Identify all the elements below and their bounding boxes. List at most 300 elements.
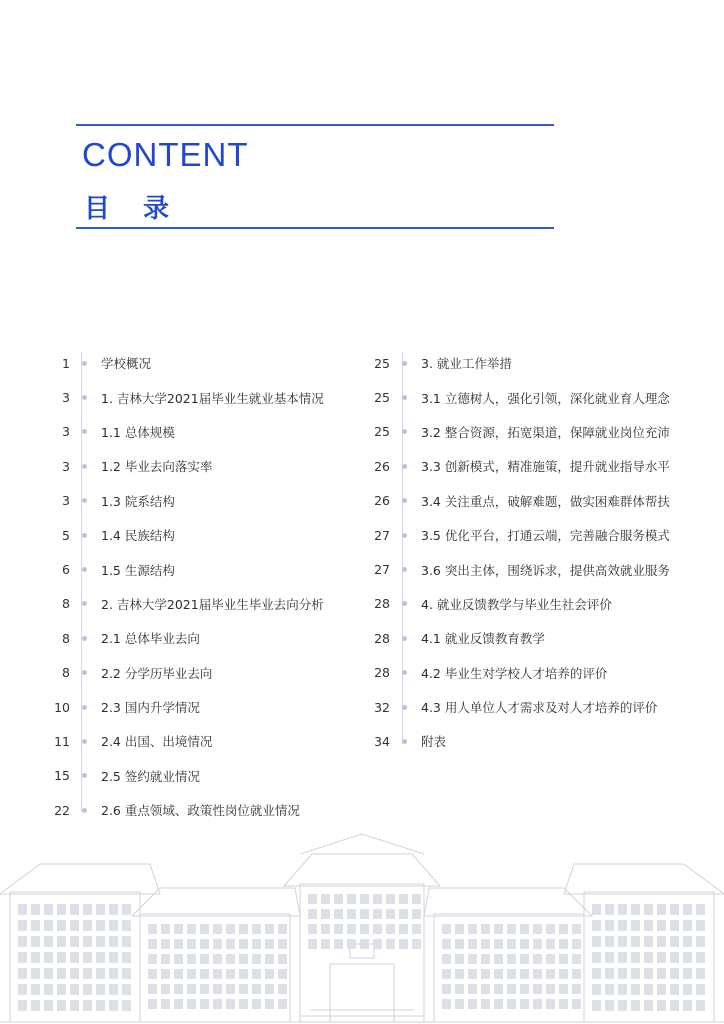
toc-page-number: 6 <box>62 562 70 578</box>
window-shape <box>252 984 261 994</box>
window-shape <box>481 924 490 934</box>
toc-entry[interactable] <box>360 484 670 518</box>
window-shape <box>122 920 131 931</box>
toc-entry[interactable] <box>360 724 670 758</box>
window-shape <box>696 1000 705 1011</box>
window-shape <box>399 924 408 934</box>
window-shape <box>18 936 27 947</box>
window-shape <box>657 968 666 979</box>
window-shape <box>572 969 581 979</box>
window-shape <box>670 984 679 995</box>
toc-entry[interactable] <box>360 449 670 483</box>
window-shape <box>96 968 105 979</box>
window-shape <box>44 904 53 915</box>
window-shape <box>44 952 53 963</box>
window-shape <box>83 904 92 915</box>
window-shape <box>334 894 343 904</box>
window-shape <box>572 939 581 949</box>
window-shape <box>226 924 235 934</box>
toc-page-number: 5 <box>62 527 70 543</box>
window-shape <box>572 924 581 934</box>
toc-bullet-icon <box>82 498 87 503</box>
window-shape <box>308 924 317 934</box>
window-shape <box>533 924 542 934</box>
window-shape <box>161 924 170 934</box>
window-shape <box>44 936 53 947</box>
window-shape <box>631 968 640 979</box>
window-shape <box>481 984 490 994</box>
window-shape <box>399 894 408 904</box>
window-shape <box>696 936 705 947</box>
toc-entry-label: 3.3 创新模式，精准施策，提升就业指导水平 <box>421 459 670 475</box>
toc-entry[interactable] <box>40 449 324 483</box>
window-shape <box>83 968 92 979</box>
window-shape <box>455 969 464 979</box>
window-shape <box>57 920 66 931</box>
window-shape <box>239 954 248 964</box>
toc-entry-label: 3.4 关注重点，破解难题，做实困难群体帮扶 <box>421 493 670 509</box>
window-shape <box>161 984 170 994</box>
toc-entry[interactable] <box>40 587 324 621</box>
window-shape <box>96 984 105 995</box>
window-shape <box>83 920 92 931</box>
header-rule-top <box>76 124 554 126</box>
toc-bullet-icon <box>82 361 87 366</box>
window-shape <box>109 968 118 979</box>
window-shape <box>83 1000 92 1011</box>
toc-entry-label: 3.6 突出主体，围绕诉求，提供高效就业服务 <box>421 562 670 578</box>
window-shape <box>213 999 222 1009</box>
toc-entry[interactable] <box>40 415 324 449</box>
window-shape <box>670 920 679 931</box>
toc-entry-label: 2.5 签约就业情况 <box>101 768 200 784</box>
window-shape <box>226 969 235 979</box>
window-shape <box>148 954 157 964</box>
window-shape <box>57 936 66 947</box>
window-shape <box>644 968 653 979</box>
window-shape <box>187 969 196 979</box>
toc-entry-label: 1.2 毕业去向落实率 <box>101 459 213 475</box>
window-shape <box>468 954 477 964</box>
window-shape <box>31 936 40 947</box>
window-shape <box>187 984 196 994</box>
toc-page-number: 3 <box>62 493 70 509</box>
window-shape <box>520 954 529 964</box>
window-shape <box>174 954 183 964</box>
window-shape <box>265 999 274 1009</box>
toc-entry[interactable] <box>360 518 670 552</box>
toc-bullet-icon <box>82 567 87 572</box>
window-shape <box>442 999 451 1009</box>
window-shape <box>31 984 40 995</box>
window-shape <box>122 968 131 979</box>
window-shape <box>31 968 40 979</box>
window-shape <box>96 952 105 963</box>
toc-entry[interactable] <box>40 656 324 690</box>
window-shape <box>18 984 27 995</box>
window-shape <box>96 936 105 947</box>
toc-bullet-icon <box>402 498 407 503</box>
toc-entry[interactable] <box>360 380 670 414</box>
window-shape <box>481 969 490 979</box>
window-shape <box>605 904 614 915</box>
toc-page-number: 3 <box>62 424 70 440</box>
toc-page-number: 22 <box>54 802 70 818</box>
window-shape <box>605 968 614 979</box>
window-shape <box>278 954 287 964</box>
window-shape <box>592 968 601 979</box>
window-shape <box>96 920 105 931</box>
window-shape <box>468 999 477 1009</box>
window-shape <box>657 904 666 915</box>
window-shape <box>70 952 79 963</box>
window-shape <box>481 939 490 949</box>
window-shape <box>109 952 118 963</box>
toc-page-number: 25 <box>374 424 390 440</box>
window-shape <box>455 924 464 934</box>
window-shape <box>213 939 222 949</box>
toc-entry[interactable] <box>40 484 324 518</box>
toc-entry[interactable] <box>40 793 324 827</box>
toc-bullet-icon <box>82 601 87 606</box>
toc-entry[interactable] <box>40 380 324 414</box>
window-shape <box>631 1000 640 1011</box>
toc-entry[interactable] <box>360 621 670 655</box>
window-shape <box>494 939 503 949</box>
window-shape <box>200 984 209 994</box>
toc-entry-label: 1.5 生源结构 <box>101 562 175 578</box>
window-shape <box>481 999 490 1009</box>
toc-entry[interactable] <box>360 656 670 690</box>
window-shape <box>442 924 451 934</box>
window-shape <box>239 999 248 1009</box>
window-shape <box>321 909 330 919</box>
window-shape <box>412 939 421 949</box>
toc-entry-label: 2.1 总体毕业去向 <box>101 631 200 647</box>
window-shape <box>572 984 581 994</box>
window-shape <box>226 999 235 1009</box>
toc-page-number: 25 <box>374 355 390 371</box>
toc-entry[interactable] <box>40 759 324 793</box>
window-shape <box>657 952 666 963</box>
window-shape <box>592 952 601 963</box>
window-shape <box>161 939 170 949</box>
window-shape <box>683 936 692 947</box>
window-shape <box>546 969 555 979</box>
window-shape <box>122 936 131 947</box>
toc-entry[interactable] <box>360 415 670 449</box>
window-shape <box>592 904 601 915</box>
toc-bullet-icon <box>402 429 407 434</box>
window-shape <box>278 969 287 979</box>
window-shape <box>70 936 79 947</box>
window-shape <box>57 1000 66 1011</box>
window-shape <box>494 954 503 964</box>
window-shape <box>670 968 679 979</box>
toc-entry-label: 2. 吉林大学2021届毕业生毕业去向分析 <box>101 596 324 612</box>
toc-bullet-icon <box>82 670 87 675</box>
window-shape <box>546 939 555 949</box>
window-shape <box>592 936 601 947</box>
window-shape <box>57 984 66 995</box>
toc-bullet-icon <box>402 670 407 675</box>
window-shape <box>683 1000 692 1011</box>
window-shape <box>83 952 92 963</box>
toc-entry-label: 1.3 院系结构 <box>101 493 175 509</box>
window-shape <box>360 939 369 949</box>
window-shape <box>174 999 183 1009</box>
window-shape <box>442 954 451 964</box>
window-shape <box>226 939 235 949</box>
toc-entry[interactable] <box>40 552 324 586</box>
toc-bullet-icon <box>82 636 87 641</box>
window-shape <box>360 894 369 904</box>
window-shape <box>200 924 209 934</box>
window-shape <box>373 939 382 949</box>
window-shape <box>533 984 542 994</box>
window-shape <box>533 969 542 979</box>
toc-entry[interactable] <box>360 552 670 586</box>
window-shape <box>96 1000 105 1011</box>
toc-bullet-icon <box>82 739 87 744</box>
window-shape <box>18 952 27 963</box>
window-shape <box>546 984 555 994</box>
window-shape <box>265 969 274 979</box>
toc-bullet-icon <box>82 808 87 813</box>
window-shape <box>334 909 343 919</box>
toc-entry[interactable] <box>360 587 670 621</box>
window-shape <box>455 954 464 964</box>
window-shape <box>70 904 79 915</box>
window-shape <box>265 984 274 994</box>
window-shape <box>148 999 157 1009</box>
window-shape <box>399 909 408 919</box>
window-shape <box>657 1000 666 1011</box>
window-shape <box>148 924 157 934</box>
window-shape <box>187 954 196 964</box>
toc-entry-label: 4.1 就业反馈教育教学 <box>421 631 545 647</box>
window-shape <box>265 924 274 934</box>
window-shape <box>468 969 477 979</box>
window-shape <box>44 968 53 979</box>
window-shape <box>618 920 627 931</box>
window-shape <box>174 969 183 979</box>
window-shape <box>386 924 395 934</box>
window-shape <box>57 904 66 915</box>
toc-entry-label: 4.2 毕业生对学校人才培养的评价 <box>421 665 608 681</box>
window-shape <box>412 909 421 919</box>
window-shape <box>187 939 196 949</box>
toc-bullet-icon <box>82 395 87 400</box>
window-shape <box>507 924 516 934</box>
window-shape <box>572 954 581 964</box>
toc-entry-label: 3.1 立德树人，强化引领，深化就业育人理念 <box>421 390 670 406</box>
window-shape <box>278 999 287 1009</box>
window-shape <box>226 954 235 964</box>
window-shape <box>644 1000 653 1011</box>
window-shape <box>148 984 157 994</box>
toc-entry-label: 4.3 用人单位人才需求及对人才培养的评价 <box>421 700 658 716</box>
window-shape <box>683 904 692 915</box>
toc-page-number: 28 <box>374 596 390 612</box>
toc-entry[interactable] <box>40 518 324 552</box>
window-shape <box>631 904 640 915</box>
window-shape <box>507 984 516 994</box>
toc-entry-label: 1. 吉林大学2021届毕业生就业基本情况 <box>101 390 324 406</box>
window-shape <box>347 894 356 904</box>
window-shape <box>533 954 542 964</box>
window-shape <box>494 999 503 1009</box>
window-shape <box>70 984 79 995</box>
toc-entry-label: 1.4 民族结构 <box>101 528 175 544</box>
header-rule-bottom <box>76 227 554 229</box>
window-shape <box>321 924 330 934</box>
window-shape <box>18 904 27 915</box>
window-shape <box>200 954 209 964</box>
window-shape <box>696 920 705 931</box>
toc-bullet-icon <box>402 636 407 641</box>
toc-bullet-icon <box>402 567 407 572</box>
window-shape <box>83 984 92 995</box>
window-shape <box>122 984 131 995</box>
window-shape <box>618 952 627 963</box>
window-shape <box>631 984 640 995</box>
window-shape <box>252 999 261 1009</box>
toc-page-number: 28 <box>374 665 390 681</box>
window-shape <box>373 909 382 919</box>
window-shape <box>494 969 503 979</box>
window-shape <box>174 984 183 994</box>
window-shape <box>412 894 421 904</box>
toc-bullet-icon <box>402 705 407 710</box>
window-shape <box>200 939 209 949</box>
window-shape <box>334 939 343 949</box>
window-shape <box>592 920 601 931</box>
toc-page-number: 26 <box>374 458 390 474</box>
window-shape <box>161 954 170 964</box>
window-shape <box>347 924 356 934</box>
window-shape <box>399 939 408 949</box>
window-shape <box>494 984 503 994</box>
window-shape <box>696 904 705 915</box>
window-shape <box>44 1000 53 1011</box>
window-shape <box>644 920 653 931</box>
window-shape <box>96 904 105 915</box>
window-shape <box>278 924 287 934</box>
window-shape <box>109 984 118 995</box>
window-shape <box>520 939 529 949</box>
toc-bullet-icon <box>402 395 407 400</box>
window-shape <box>696 968 705 979</box>
window-shape <box>174 939 183 949</box>
toc-entry-label: 附表 <box>421 734 447 750</box>
window-shape <box>200 999 209 1009</box>
window-shape <box>559 954 568 964</box>
toc-right-column <box>360 346 670 759</box>
window-shape <box>31 1000 40 1011</box>
window-shape <box>618 1000 627 1011</box>
window-shape <box>161 999 170 1009</box>
window-shape <box>520 999 529 1009</box>
window-shape <box>657 984 666 995</box>
window-shape <box>31 904 40 915</box>
toc-bullet-icon <box>82 464 87 469</box>
window-shape <box>252 969 261 979</box>
window-shape <box>31 952 40 963</box>
window-shape <box>559 984 568 994</box>
window-shape <box>334 924 343 934</box>
toc-entry-label: 3. 就业工作举措 <box>421 356 512 372</box>
toc-page-number: 8 <box>62 665 70 681</box>
window-shape <box>373 924 382 934</box>
window-shape <box>605 936 614 947</box>
window-shape <box>442 984 451 994</box>
window-shape <box>83 936 92 947</box>
toc-page-number: 28 <box>374 630 390 646</box>
window-shape <box>559 939 568 949</box>
toc-page-number: 1 <box>62 355 70 371</box>
window-shape <box>559 969 568 979</box>
window-shape <box>592 984 601 995</box>
window-shape <box>386 909 395 919</box>
window-shape <box>631 952 640 963</box>
window-shape <box>520 969 529 979</box>
toc-entry[interactable] <box>360 346 670 380</box>
window-shape <box>308 939 317 949</box>
window-shape <box>670 1000 679 1011</box>
window-shape <box>546 999 555 1009</box>
window-shape <box>109 920 118 931</box>
window-shape <box>148 969 157 979</box>
window-shape <box>644 952 653 963</box>
window-shape <box>670 904 679 915</box>
toc-page-number: 3 <box>62 390 70 406</box>
toc-bullet-icon <box>82 705 87 710</box>
window-shape <box>618 904 627 915</box>
toc-entry[interactable] <box>360 690 670 724</box>
window-shape <box>265 954 274 964</box>
window-shape <box>644 936 653 947</box>
window-shape <box>70 920 79 931</box>
window-shape <box>455 999 464 1009</box>
toc-page-number: 10 <box>54 699 70 715</box>
toc-entry[interactable] <box>40 690 324 724</box>
window-shape <box>200 969 209 979</box>
toc-bullet-icon <box>82 533 87 538</box>
window-shape <box>18 920 27 931</box>
window-shape <box>520 924 529 934</box>
toc-entry[interactable] <box>40 621 324 655</box>
toc-entry[interactable] <box>40 724 324 758</box>
toc-page-number: 26 <box>374 493 390 509</box>
window-shape <box>347 939 356 949</box>
window-shape <box>70 968 79 979</box>
window-shape <box>533 999 542 1009</box>
toc-entry-label: 3.2 整合资源，拓宽渠道，保障就业岗位充沛 <box>421 424 670 440</box>
window-shape <box>657 920 666 931</box>
toc-entry[interactable] <box>40 346 324 380</box>
window-shape <box>559 999 568 1009</box>
window-shape <box>122 952 131 963</box>
window-shape <box>161 969 170 979</box>
window-shape <box>468 984 477 994</box>
window-shape <box>347 909 356 919</box>
window-shape <box>683 968 692 979</box>
window-shape <box>239 984 248 994</box>
window-shape <box>187 924 196 934</box>
window-shape <box>213 969 222 979</box>
toc-page-number: 3 <box>62 458 70 474</box>
